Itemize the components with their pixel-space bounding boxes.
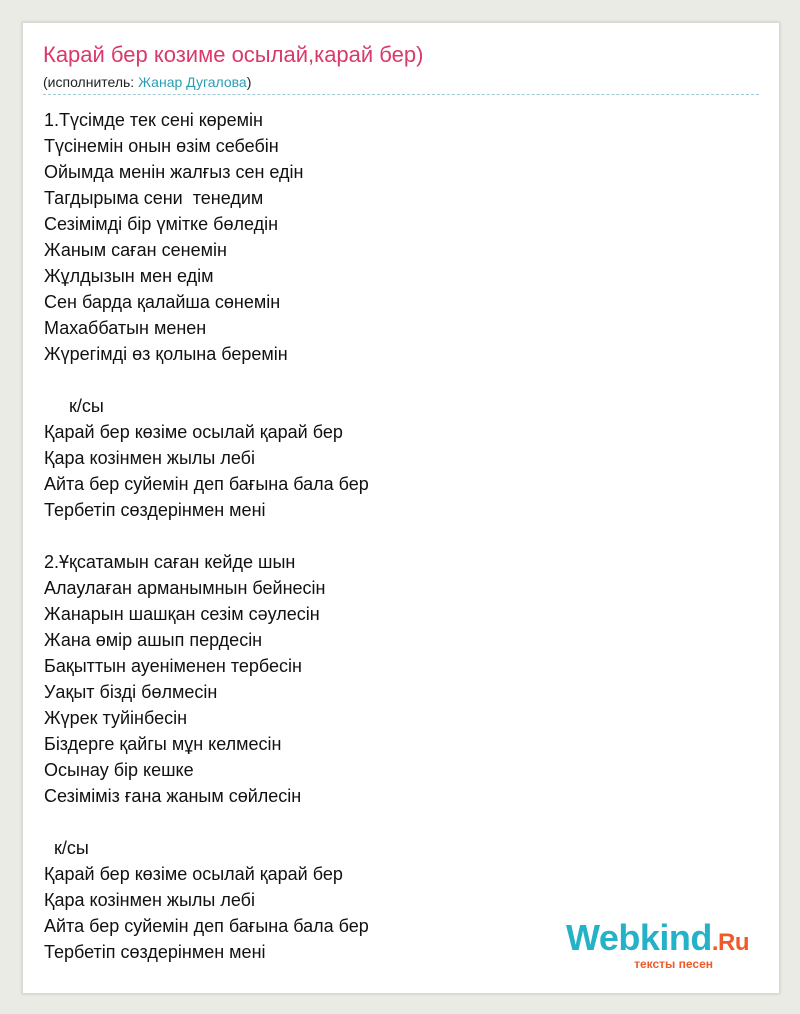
- lyric-line: Махаббатын менен: [44, 318, 207, 338]
- lyric-line: Қара козінмен жылы лебі: [44, 448, 255, 468]
- lyric-line: Осынау бір кешке: [44, 760, 194, 780]
- lyric-line: Тагдырыма сени тенедим: [44, 188, 264, 208]
- byline-suffix: ): [246, 74, 252, 90]
- lyric-line: Жүрегімді өз қолына беремін: [44, 344, 288, 364]
- title-divider: [43, 94, 759, 95]
- lyric-line: Қарай бер көзіме осылай қарай бер: [44, 422, 343, 442]
- chorus-label: к/сы: [44, 396, 104, 416]
- lyric-line: Жана өмір ашып пердесін: [44, 630, 263, 650]
- lyric-line: Жүрек туйінбесін: [44, 708, 188, 728]
- verse-1: [44, 107, 764, 367]
- byline-prefix: (исполнитель:: [43, 74, 139, 90]
- lyric-line: Жанарын шашқан сезім сәулесін: [44, 604, 320, 624]
- lyric-line: Айта бер суйемін деп бағына бала бер: [44, 474, 369, 494]
- lyric-line: 1.Түсімде тек сені көремін: [44, 110, 263, 130]
- lyric-line: Тербетіп сөздерінмен мені: [44, 942, 266, 962]
- lyric-line: Сезіміміз ғана жаным сөйлесін: [44, 786, 302, 806]
- artist-byline: [43, 74, 251, 90]
- verse-2: [44, 549, 764, 809]
- logo-main-text: Webkind: [565, 917, 712, 958]
- logo-tagline: тексты песен: [634, 957, 713, 971]
- song-title: Карай бер козиме осылай,карай бер): [43, 42, 424, 67]
- stanza-gap: [44, 523, 764, 549]
- lyric-line: Бақыттын ауеніменен тербесін: [44, 656, 302, 676]
- logo-domain-suffix: .Ru: [711, 929, 749, 956]
- lyric-line: Қарай бер көзіме осылай қарай бер: [44, 864, 343, 884]
- lyric-line: Алаулаған арманымнын бейнесін: [44, 578, 326, 598]
- stanza-gap: [44, 367, 764, 393]
- lyric-line: Тербетіп сөздерінмен мені: [44, 500, 266, 520]
- artist-link[interactable]: Жанар Дугалова: [138, 74, 247, 90]
- lyric-line: Қара козінмен жылы лебі: [44, 890, 255, 910]
- lyric-line: Ойымда менін жалғыз сен едін: [44, 162, 304, 182]
- lyric-line: Жұлдызын мен едім: [44, 266, 214, 286]
- lyrics-text: [44, 107, 764, 965]
- site-logo[interactable]: [565, 917, 749, 971]
- stanza-gap: [44, 809, 764, 835]
- lyric-line: Сезімімді бір үмітке бөледін: [44, 214, 279, 234]
- lyrics-page: [22, 22, 780, 994]
- lyric-line: Айта бер суйемін деп бағына бала бер: [44, 916, 369, 936]
- lyric-line: Жаным саған сенемін: [44, 240, 227, 260]
- lyric-line: Уақыт бізді бөлмесін: [44, 682, 218, 702]
- lyric-line: Түсінемін онын өзім себебін: [44, 136, 279, 156]
- logo-wordmark: [565, 917, 749, 961]
- lyric-line: 2.Ұқсатамын саған кейде шын: [44, 552, 296, 572]
- lyric-line: Сен барда қалайша сөнемін: [44, 292, 281, 312]
- chorus-label: к/сы: [44, 838, 89, 858]
- chorus-1: [44, 393, 764, 523]
- lyric-line: Біздерге қайгы мұн келмесін: [44, 734, 282, 754]
